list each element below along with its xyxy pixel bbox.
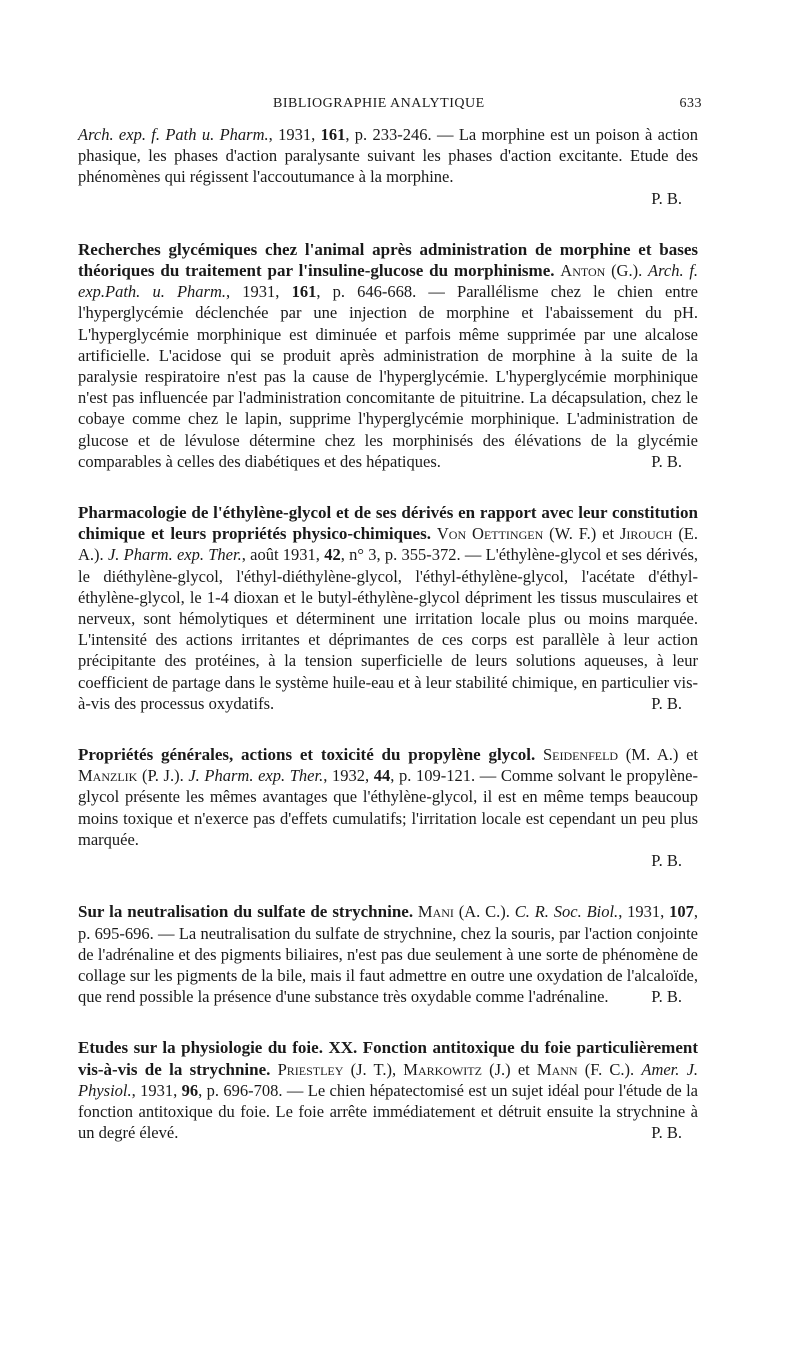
journal-citation: Arch. exp. f. Path u. Pharm. [78, 125, 269, 144]
abstract-body: L'éthylène-glycol et ses dérivés, le diéthylène-glycol, l'éthyl-diéthylène-glycol, l'éthyl-éthylène-glycol, l'acétate d'éthyl-éthylène-glycol, le 1-4 dioxan et le butyl-éthylène-glycol dépriment les tissus musculaires et nerveux, sont hémolytiques et déterminent une irritation locale plus ou moins marquée. L'intensité des actions irritantes et déprimantes de ces corps est parallèle à leur action précipitante des protéines, à la tension superficielle de leurs solutions aqueuses, à leur coefficient de partage dans le système huile-eau et à leur stabilité chimique, en particulier vis-à-vis des processus oxydatifs. [78, 545, 699, 713]
abstract-body: La neutralisation du sulfate de strychnine, chez la souris, par l'action conjointe de l'adrénaline et des pigments biliaires, n'est pas due seulement à une sorte de phénomène de collage sur les pigments de la bile, mais il faut admettre en outre une oxydation de l'alcaloïde, que rend possible la présence d'une substance très oxydable comme l'adrénaline. [78, 923, 698, 1007]
signature: P. B. [651, 851, 682, 871]
article-title: Propriétés générales, actions et toxicité du propylène glycol. [78, 745, 536, 765]
volume-number: 161 [291, 282, 317, 302]
abstract-entry: Etudes sur la physiologie du foie. XX. Fonction antitoxique du foie particulièrement vis-à-vis de la strychnine. Priestley (J. T.), Markowitz (J.) et Mann (F. C.). Amer. J. Physiol., 1931, 96, p. 696-708. — Le chien hépatectomisé est un sujet idéal pour l'étude de la fonction antitoxique du foie. Le foie arrête immédiatement et détruit ensuite la strychnine à un degré élevé. P. B. [78, 1038, 699, 1143]
abstract-body: La morphine est un poison à action phasique, les phases d'action paralysante suivant les phases d'action excitante. Etude des phénomènes qui régissent l'accoutumance à la morphine. [78, 125, 698, 187]
article-title: Etudes sur la physiologie du foie. XX. Fonction antitoxique du foie particulièrement vis-à-vis de la strychnine. [78, 1038, 698, 1079]
abstract-entry: Arch. exp. f. Path u. Pharm., 1931, 161, p. 233-246. — La morphine est un poison à action phasique, les phases d'action paralysante suivant les phases d'action excitante. Etude des phénomènes qui régissent l'accoutumance à la morphine. P. B. [78, 125, 698, 208]
abstract-entry: Pharmacologie de l'éthylène-glycol et de ses dérivés en rapport avec leur constitution chimique et leurs propriétés physico-chimiques. Von Oettingen (W. F.) et Jirouch (E. A.). J. Pharm. exp. Ther., août 1931, 42, n° 3, p. 355-372. — L'éthylène-glycol et ses dérivés, le diéthylène-glycol, l'éthyl-diéthylène-glycol, l'éthyl-éthylène-glycol, l'acétate d'éthyl-éthylène-glycol, le 1-4 dioxan et le butyl-éthylène-glycol dépriment les tissus musculaires et nerveux, sont hémolytiques et déterminent une irritation locale plus ou moins marquée. L'intensité des actions irritantes et déprimantes de ces corps est parallèle à leur action précipitante des protéines, à la tension superficielle de leurs solutions aqueuses, à leur coefficient de partage dans le système huile-eau et à leur stabilité chimique, en particulier vis-à-vis des processus oxydatifs. P. B. [78, 503, 699, 713]
signature: P. B. [651, 188, 682, 208]
author-name: Mann [536, 1059, 578, 1079]
journal-citation: Arch. f. exp.Path. u. Pharm. [78, 261, 699, 302]
running-head [78, 96, 702, 122]
journal-citation: C. R. Soc. Biol. [514, 902, 619, 922]
abstract-entry: Propriétés générales, actions et toxicité du propylène glycol. Seidenfeld (M. A.) et Manzlik (P. J.). J. Pharm. exp. Ther., 1932, 44, p. 109-121. — Comme solvant le propylène-glycol présente les mêmes avantages que l'éthylène-glycol, il est en même temps beaucoup moins toxique et n'exerce pas d'effets cumulatifs; l'irritation locale est cependant un peu plus marquée. P. B. [78, 745, 698, 871]
author-name: Seidenfeld [542, 745, 619, 765]
document-page [78, 96, 702, 1143]
author-name: Mani [417, 902, 454, 922]
article-title: Recherches glycémiques chez l'animal après administration de morphine et bases théoriques du traitement par l'insuline-glucose du morphinisme. [78, 239, 698, 281]
volume-number: 44 [373, 766, 391, 786]
page-number: 633 [679, 96, 702, 111]
signature: P. B. [651, 1123, 682, 1143]
abstract-entry: Sur la neutralisation du sulfate de strychnine. Mani (A. C.). C. R. Soc. Biol., 1931, 107, p. 695-696. — La neutralisation du sulfate de strychnine, chez la souris, par l'action conjointe de l'adrénaline et des pigments biliaires, n'est pas due seulement à une sorte de phénomène de collage sur les pigments de la bile, mais il faut admettre en outre une oxydation de l'alcaloïde, que rend possible la présence d'une substance très oxydable comme l'adrénaline. P. B. [78, 902, 698, 1007]
journal-citation: Amer. J. Physiol. [78, 1059, 699, 1100]
running-head-title: BIBLIOGRAPHIE ANALYTIQUE [273, 96, 485, 111]
volume-number: 107 [669, 902, 694, 922]
abstract-body: Comme solvant le propylène-glycol présente les mêmes avantages que l'éthylène-glycol, il est en même temps beaucoup moins toxique et n'exerce pas d'effets cumulatifs; l'irritation locale est cependant un peu plus marquée. [78, 766, 698, 849]
volume-number: 42 [324, 545, 341, 565]
author-name: Von Oettingen [436, 524, 544, 544]
volume-number: 161 [320, 125, 346, 144]
author-name: Jirouch [619, 524, 673, 544]
author-name: Markowitz [403, 1059, 482, 1079]
signature: P. B. [651, 451, 682, 471]
author-name: Anton [560, 261, 606, 281]
author-name: Priestley [277, 1059, 344, 1079]
abstract-body: Le chien hépatectomisé est un sujet idéal pour l'étude de la fonction antitoxique du foie. Le foie arrête immédiatement et détruit ensuite la strychnine à un degré élevé. [78, 1080, 699, 1143]
abstract-body: Parallélisme chez le chien entre l'hyperglycémie déclenchée par une injection de morphine et l'abaissement du pH. L'hyperglycémie morphinique est diminuée et parfois même supprimée par une alcalose artificielle. L'acidose qui se produit après administration de morphine à la suite de la paralysie respiratoire n'est pas la cause de l'hyperglycémie. L'hyperglycémie morphinique n'est pas influencée par l'administration concomitante de pituitrine. La décapsulation, chez le cobaye comme chez le lapin, supprime l'hyperglycémie morphinique. L'administration de glucose et de lévulose détermine chez les morphinisés des élévations de la glycémie comparables à celles des diabétiques et des hépatiques. [78, 282, 698, 471]
abstract-entry: Recherches glycémiques chez l'animal après administration de morphine et bases théoriques du traitement par l'insuline-glucose du morphinisme. Anton (G.). Arch. f. exp.Path. u. Pharm., 1931, 161, p. 646-668. — Parallélisme chez le chien entre l'hyperglycémie déclenchée par une injection de morphine et l'abaissement du pH. L'hyperglycémie morphinique est diminuée et parfois même supprimée par une alcalose artificielle. L'acidose qui se produit après administration de morphine à la suite de la paralysie respiratoire n'est pas la cause de l'hyperglycémie. L'hyperglycémie morphinique n'est pas influencée par l'administration concomitante de pituitrine. La décapsulation, chez le cobaye comme chez le lapin, supprime l'hyperglycémie morphinique. L'administration de glucose et de lévulose détermine chez les morphinisés des élévations de la glycémie comparables à celles des diabétiques et des hépatiques. P. B. [78, 239, 699, 471]
journal-citation: J. Pharm. exp. Ther. [107, 545, 242, 565]
volume-number: 96 [181, 1080, 199, 1100]
signature: P. B. [651, 987, 682, 1007]
signature: P. B. [651, 693, 682, 713]
journal-citation: J. Pharm. exp. Ther. [188, 766, 324, 786]
article-title: Sur la neutralisation du sulfate de strychnine. [78, 902, 414, 922]
article-title: Pharmacologie de l'éthylène-glycol et de ses dérivés en rapport avec leur constitution chimique et leurs propriétés physico-chimiques. [78, 503, 698, 544]
author-name: Manzlik [78, 766, 138, 786]
